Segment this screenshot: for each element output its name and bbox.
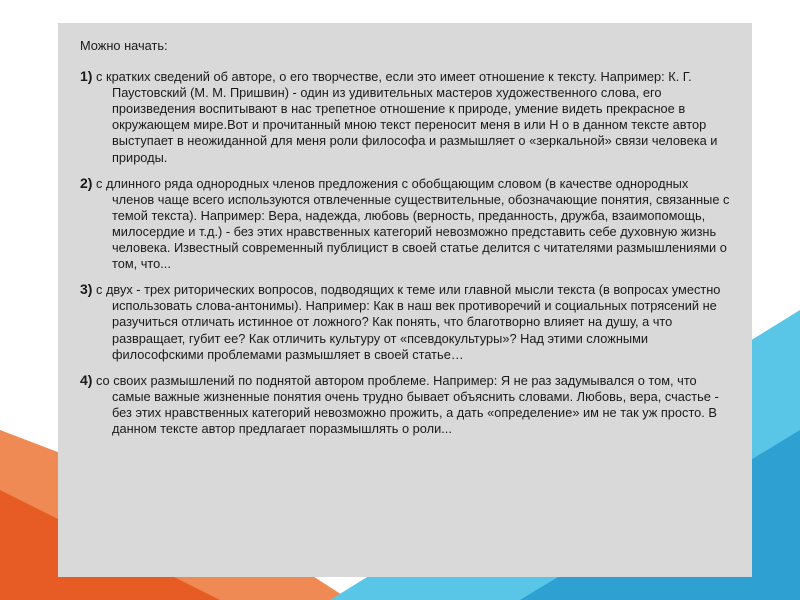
list-item-text: с длинного ряда однородных членов предложения с обобщающим словом (в качестве однородных членов чаще всего используются отвлеченные существительные, обозначающие понятия, связанные с темой текста). Например: Вера, надежда, любовь (верность, преданность, дружба, взаимопомощь, милосердие и т.д.) - без этих нравственных категорий невозможно представить себе духовную жизнь человека. Известный современный публицист в своей статье делится с читателями размышлениями о том, что... [96,175,730,272]
list-item-2 [80,175,730,273]
list-item-text: с двух - трех риторических вопросов, подводящих к теме или главной мысли текста (в вопросах уместно использовать слова-антонимы). Например: Как в наш век противоречий и социальных потрясений не разучиться отличать истинное от ложного? Как понять, что благотворно влияет на душу, а что развращает, губит ее? Как отличить культуру от «псевдокультуры»? Над этими сложными философскими проблемами размышляет в своей статье… [96,282,721,362]
slide-text [80,38,730,446]
list-item-text: с кратких сведений об авторе, о его творчестве, если это имеет отношение к тексту. Например: К. Г. Паустовский (М. М. Пришвин) - один из удивительных мастеров художественного слова, его произведения воспитывают в нас трепетное отношение к природе, умение видеть прекрасное в окружающем мире.Вот и прочитанный мною текст переносит меня в или Н о в данном тексте автор выступает в неожиданной для меня роли философа и размышляет о «зеркальной» связи человека и природы. [96,69,718,165]
list-number: 1) [80,68,93,85]
list-item-3 [80,281,730,362]
list-item-text: со своих размышлений по поднятой автором проблеме. Например: Я не раз задумывался о том, что самые важные жизненные понятия очень трудно бывает объяснить словами. Любовь, вера, счастье - без этих нравственных категорий невозможно прожить, а дать «определение» им не так уж просто. В данном тексте автор предлагает поразмышлять о роли... [96,372,719,436]
intro-heading: Можно начать: [80,38,168,53]
list-number: 3) [80,281,93,298]
list-number: 4) [80,371,93,388]
list-item-1 [80,68,730,166]
list-item-4 [80,372,730,437]
list-number: 2) [80,174,93,191]
